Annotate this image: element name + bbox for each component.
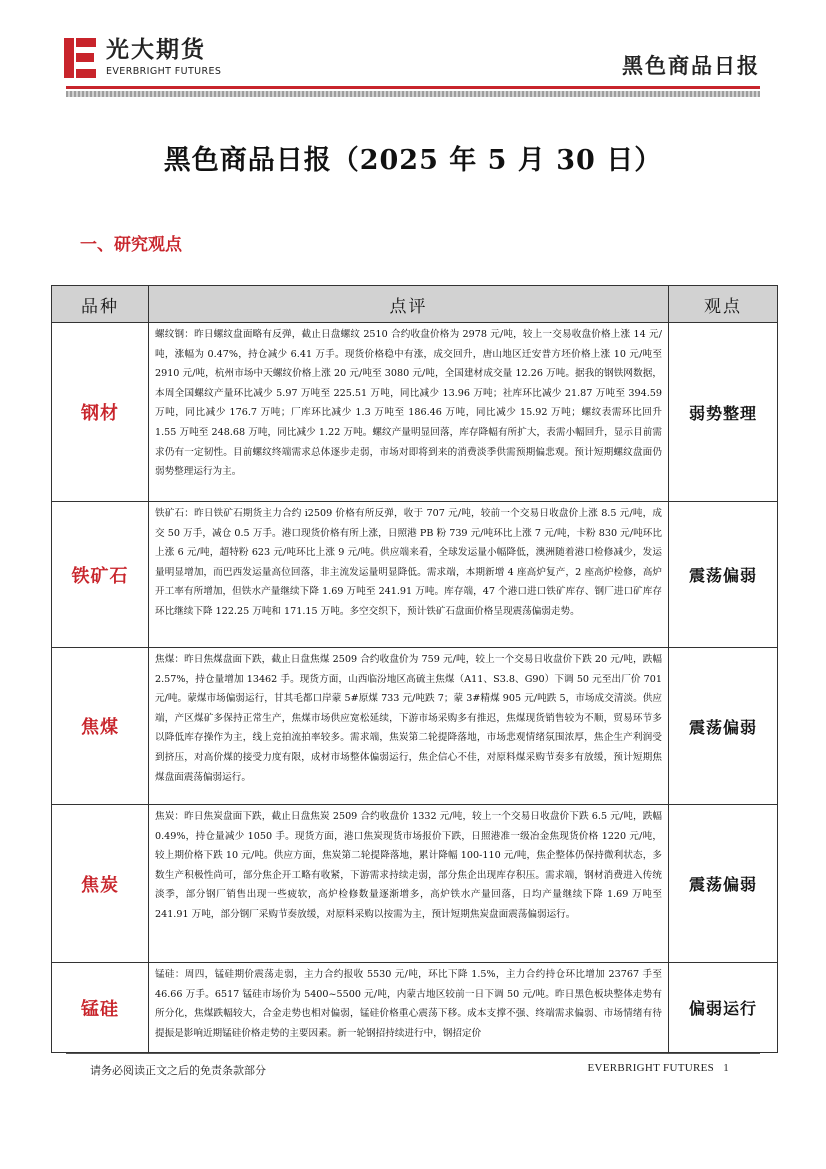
footer-brand-page [588,1062,729,1074]
row-category: 锰硅 [52,963,149,1053]
document-title: 黑色商品日报（2025 年 5 月 30 日） [163,145,663,176]
header-divider-gray [66,91,760,97]
row-view: 震荡偏弱 [669,805,778,963]
footer-divider [66,1053,760,1054]
page-number: 1 [723,1062,729,1074]
row-category: 钢材 [52,323,149,502]
header-comment: 点评 [149,286,669,323]
table-row [52,648,778,805]
table-row [52,805,778,963]
footer-brand: EVERBRIGHT FUTURES [587,1062,715,1074]
table-row [52,502,778,648]
table-row [52,963,778,1053]
row-view: 震荡偏弱 [669,648,778,805]
table-row [52,323,778,502]
company-logo [62,36,282,84]
row-comment: 焦炭：昨日焦炭盘面下跌，截止日盘焦炭 2509 合约收盘价 1332 元/吨，较上一个交易日收盘价下跌 6.5 元/吨，跌幅 0.49%，持仓量减少 1050 手。现货方面，港口焦炭现货市场报价下跌，日照港准一级冶金焦现货价格 1220 元/吨，较上期价格下跌 10 元/吨。供应方面，焦炭第二轮提降落地，累计降幅 100-110 元/吨，焦企整体仍保持微利状态，多数生产积极性尚可，部分焦企开工略有收紧，下游需求持续走弱，部分焦企出现库存积压。需求端，钢材消费进入传统淡季，部分钢厂销售出现一些疲软，高炉检修数量逐渐增多，高炉铁水产量回落，日均产量继续下降 1.69 万吨至 241.91 万吨，部分钢厂采购节奏放缓，对原料采购以按需为主，预计短期焦炭盘面震荡偏弱运行。 [149,805,669,963]
row-category: 焦炭 [52,805,149,963]
page-header [0,0,826,100]
row-category: 焦煤 [52,648,149,805]
row-comment: 螺纹钢：昨日螺纹盘面略有反弹，截止日盘螺纹 2510 合约收盘价格为 2978 元/吨，较上一交易收盘价格上涨 14 元/吨，涨幅为 0.47%，持仓减少 6.41 万手。现货价格稳中有涨，成交回升，唐山地区迁安普方坯价格上涨 10 元/吨至 2910 元/吨，杭州市场中天螺纹价格上涨 20 元/吨至 3080 元/吨，全国建材成交量 12.26 万吨。据我的钢铁网数据，本周全国螺纹产量环比减少 5.97 万吨至 225.51 万吨，同比减少 13.96 万吨；社库环比减少 21.87 万吨至 394.59 万吨，同比减少 176.7 万吨；厂库环比减少 1.3 万吨至 186.46 万吨，同比减少 15.92 万吨；螺纹表需环比回升 1.55 万吨至 248.68 万吨，同比减少 1.22 万吨。螺纹产量明显回落，库存降幅有所扩大，表需小幅回升，显示目前需求仍有一定韧性。目前螺纹终端需求总体逐步走弱，市场对即将到来的消费淡季供需预期偏悲观。预计短期螺纹盘面仍弱势整理运行为主。 [149,323,669,502]
logo-chinese-name: 光大期货 [106,37,206,63]
table-header-row [52,286,778,323]
header-category: 品种 [52,286,149,323]
research-view-table [51,285,778,1053]
header-view: 观点 [669,286,778,323]
logo-english-name: EVERBRIGHT FUTURES [106,66,222,77]
row-comment-text: 锰硅：周四，锰硅期价震荡走弱，主力合约报收 5530 元/吨，环比下降 1.5%，主力合约持仓环比增加 23767 手至 46.66 万手。6517 锰硅市场价为 5400~5500 元/吨，内蒙古地区较前一日下调 50 元/吨。昨日黑色板块整体走势有所分化，焦煤跌幅较大，合金走势也相对偏弱，锰硅价格重心震荡下移。成本支撑不强、终端需求偏弱、市场情绪有待提振是影响近期锰硅价格走势的主要因素。新一轮钢招持续进行中，钢招定价 [155,969,662,1039]
footer-disclaimer: 请务必阅读正文之后的免责条款部分 [90,1064,266,1077]
row-comment: 铁矿石：昨日铁矿石期货主力合约 i2509 价格有所反弹，收于 707 元/吨，较前一个交易日收盘价上涨 8.5 元/吨，成交 50 万手，减仓 0.5 万手。港口现货价格有所上涨，日照港 PB 粉 739 元/吨环比上涨 7 元/吨，卡粉 830 元/吨环比上涨 6 元/吨，超特粉 623 元/吨环比上涨 9 元/吨。供应端来看，全球发运量小幅降低，澳洲随着港口检修减少，发运量明显增加，而巴西发运量高位回落，非主流发运量明显降低。需求端，本期新增 4 座高炉复产，2 座高炉检修，高炉开工率有所增加，但铁水产量继续下降 1.69 万吨至 241.91 万吨。库存端，47 个港口进口铁矿库存、钢厂进口矿库存环比继续下降 122.25 万吨和 171.15 万吨。多空交织下，预计铁矿石盘面价格呈现震荡偏弱走势。 [149,502,669,648]
row-view: 偏弱运行 [669,963,778,1053]
row-view: 弱势整理 [669,323,778,502]
section-heading: 一、研究观点 [80,235,182,255]
row-view: 震荡偏弱 [669,502,778,648]
row-category: 铁矿石 [52,502,149,648]
header-report-name: 黑色商品日报 [622,54,760,78]
row-comment [149,963,669,1053]
row-comment: 焦煤：昨日焦煤盘面下跌，截止日盘焦煤 2509 合约收盘价为 759 元/吨，较上一个交易日收盘价下跌 20 元/吨，跌幅 2.57%，持仓量增加 13462 手。现货方面，山西临汾地区高硫主焦煤（A11、S3.8、G90）下调 50 元至出厂价 701 元/吨。蒙煤市场偏弱运行，甘其毛都口岸蒙 5#原煤 733 元/吨跌 7；蒙 3#精煤 905 元/吨跌 5，市场成交清淡。供应端，产区煤矿多保持正常生产，焦煤市场供应宽松延续，下游市场采购多有推迟，焦煤现货销售较为不顺，贸易环节多以降低库存操作为主，线上竞拍流拍率较多。需求端，焦炭第二轮提降落地，市场悲观情绪氛围浓厚，焦企生产利润受到挤压，对高价煤的接受力度有限，成材市场整体偏弱运行，焦企信心不佳，对原料煤采购节奏多有放缓，预计短期焦煤盘面震荡偏弱运行。 [149,648,669,805]
header-divider-red [66,86,760,89]
everbright-logo-icon [62,36,98,80]
